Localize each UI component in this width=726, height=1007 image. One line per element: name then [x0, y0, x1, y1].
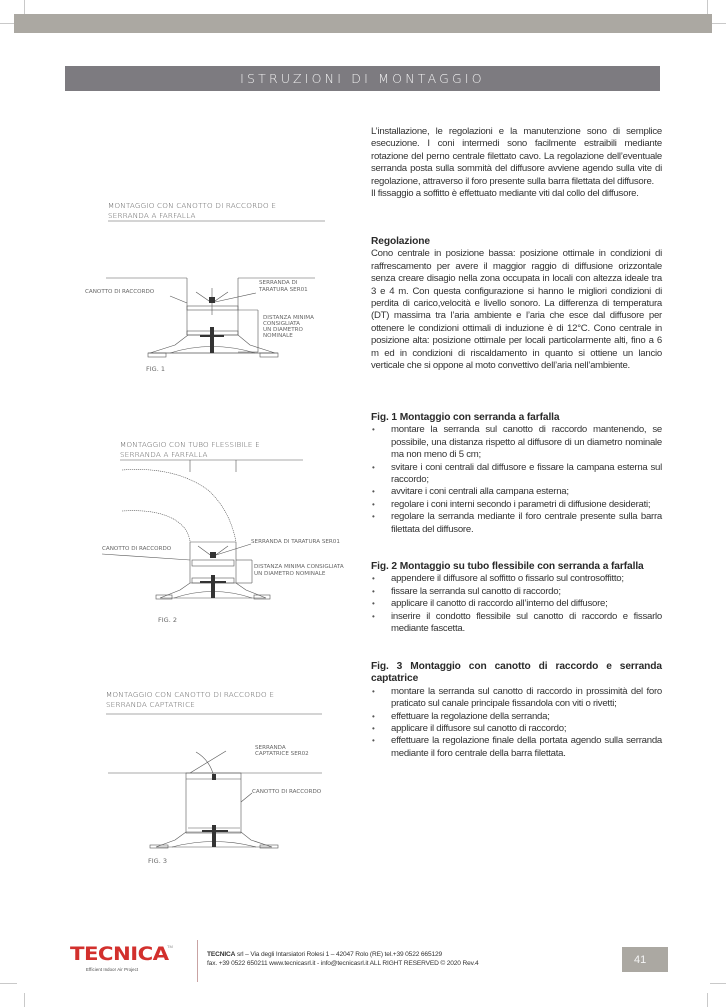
fig-label: SERRANDA	[255, 745, 286, 751]
list-item: • regolare la serranda mediante il foro centrale presente sulla barra filettata del diffusore.	[371, 511, 662, 536]
list-item: • regolare i coni interni secondo i parametri di diffusione desiderati;	[371, 499, 662, 511]
figure-title-line: MONTAGGIO CON TUBO FLESSIBILE E	[120, 440, 260, 449]
fig-label: TARATURA SER01	[259, 287, 308, 293]
fig1-heading: Fig. 1 Montaggio con serranda a farfalla	[371, 412, 560, 423]
crop-mark	[707, 0, 708, 14]
logo-trademark: TM	[167, 944, 173, 949]
top-band	[14, 14, 712, 33]
fig-number: FIG. 1	[146, 365, 165, 373]
fig-label: UN DIAMETRO	[263, 327, 303, 333]
intro-paragraph: Il fissaggio a soffitto è effettuato mediante viti dal collo del diffusore.	[371, 188, 639, 200]
list-item: • applicare il canotto di raccordo all’interno del diffusore;	[371, 598, 662, 610]
intro-paragraph: L’installazione, le regolazioni e la manutenzione sono di semplice esecuzione. I coni intermedi sono facilmente estraibili mediante rotazione del perno centrale filettato cavo. La regolazione dell’eventuale serranda posta sulla sommità del diffusore avviene agendo sulla vite di regolazione, attraverso il foro presente sulla barra filettata del diffusore.	[371, 126, 662, 187]
footer-divider	[197, 940, 198, 982]
tecnica-logo	[70, 943, 173, 972]
fig-label: NOMINALE	[263, 333, 293, 339]
figure-title-line: MONTAGGIO CON CANOTTO DI RACCORDO E	[108, 201, 277, 210]
fig3-instructions	[371, 661, 662, 760]
crop-mark	[0, 983, 17, 984]
fig-number: FIG. 2	[158, 616, 177, 624]
figure-3	[90, 680, 370, 870]
fig-label: CANOTTO DI RACCORDO	[85, 289, 155, 295]
intro-text	[371, 126, 662, 200]
figure-2-drawing	[90, 430, 370, 630]
list-item: • applicare il diffusore sul canotto di raccordo;	[371, 723, 662, 735]
fig-label: CANOTTO DI RACCORDO	[252, 789, 322, 795]
logo-tagline: Efficient Indoor Air Project	[86, 967, 139, 972]
crop-mark	[24, 0, 25, 14]
crop-mark	[712, 23, 726, 24]
fig3-heading: Fig. 3 Montaggio con canotto di raccordo e serranda captatrice	[371, 661, 662, 685]
crop-mark	[24, 993, 25, 1007]
company-name: TECNICA	[207, 951, 236, 958]
list-item: • appendere il diffusore al soffitto o fissarlo sul controsoffitto;	[371, 573, 662, 585]
fig-label: CONSIGLIATA	[263, 321, 300, 327]
fig-label: CANOTTO DI RACCORDO	[102, 546, 172, 552]
figure-3-drawing	[90, 680, 370, 870]
list-item: • svitare i coni centrali dal diffusore e fissare la campana esterna sul raccordo;	[371, 462, 662, 487]
list-item: • montare la serranda sul canotto di raccordo mantenendo, se possibile, una distanza rispetto al diffusore di un diametro nominale ma non meno di 5 cm;	[371, 424, 662, 461]
crop-mark	[707, 993, 708, 1007]
figure-title-line: SERRANDA A FARFALLA	[120, 449, 208, 459]
section-title: ISTRUZIONI DI MONTAGGIO	[240, 71, 485, 86]
figure-1	[70, 190, 360, 380]
figure-title-line: MONTAGGIO CON CANOTTO DI RACCORDO E	[106, 690, 275, 699]
figure-1-drawing	[70, 190, 360, 380]
fig1-instructions	[371, 412, 662, 536]
footer-line-1	[207, 950, 479, 959]
list-item: • fissare la serranda sul canotto di raccordo;	[371, 586, 662, 598]
page-number: 41	[634, 953, 647, 966]
list-item: • effettuare la regolazione della serranda;	[371, 711, 662, 723]
fig2-heading: Fig. 2 Montaggio su tubo flessibile con serranda a farfalla	[371, 561, 644, 572]
crop-mark	[710, 983, 726, 984]
regolazione-heading: Regolazione	[371, 236, 430, 247]
fig2-instructions	[371, 561, 662, 635]
list-item: • inserire il condotto flessibile sul canotto di raccordo e fissarlo mediante fascetta.	[371, 611, 662, 636]
figure-title-line: SERRANDA CAPTATRICE	[106, 699, 196, 709]
crop-mark	[0, 23, 14, 24]
footer-line-2: fax. +39 0522 650211 www.tecnicasrl.it - info@tecnicasrl.it ALL RIGHT RESERVED © 2020 Rev.4	[207, 960, 479, 967]
footer-address: srl – Via degli Intarsiatori Rolesi 1 – 42047 Rolo (RE) tel.+39 0522 665129	[235, 951, 443, 958]
list-item: • avvitare i coni centrali alla campana esterna;	[371, 486, 662, 498]
fig-label: DISTANZA MINIMA	[263, 315, 314, 321]
footer-contact	[207, 950, 479, 968]
fig-label: SERRANDA DI TARATURA SER01	[251, 539, 340, 545]
figure-2	[90, 430, 370, 630]
list-item: • montare la serranda sul canotto di raccordo in prossimità del foro praticato sul canale principale fissandola con viti o rivetti;	[371, 686, 662, 711]
figure-title-line: SERRANDA A FARFALLA	[108, 210, 196, 220]
fig-label: SERRANDA DI	[259, 280, 298, 286]
fig-label: CAPTATRICE SER02	[255, 751, 309, 757]
fig-number: FIG. 3	[148, 857, 167, 865]
fig-label: DISTANZA MINIMA CONSIGLIATA	[254, 564, 344, 570]
fig-label: UN DIAMETRO NOMINALE	[254, 571, 326, 577]
logo-wordmark: TECNICA	[70, 943, 169, 965]
regolazione-body: Cono centrale in posizione bassa: posizione ottimale in condizioni di raffrescamento per avere il maggior raggio di diffusione orizzontale senza creare disagio nella zona occupata in locali con altezza ideale tra 3 e 4 m. Con questa configurazione si hanno le migliori condizioni di perdita di carico,velocità e livello sonoro. La differenza di temperatura (DT) massima tra l’aria ambiente e l’aria che esce dal diffusore per ottenere le condizioni ottimali di induzione è di 12°C. Cono centrale in posizione alta: posizione ottimale per locali particolarmente alti, fino a 6 m ed in condizioni di riscaldamento in quanto si ottiene un lancio verticale che si oppone al moto convettivo dell’aria nell’ambiente.	[371, 248, 662, 372]
section-title-bar	[65, 66, 660, 91]
list-item: • effettuare la regolazione finale della portata agendo sulla serranda mediante il foro centrale della barra filettata.	[371, 735, 662, 760]
page-number-box	[622, 947, 668, 972]
regolazione-section	[371, 236, 662, 372]
